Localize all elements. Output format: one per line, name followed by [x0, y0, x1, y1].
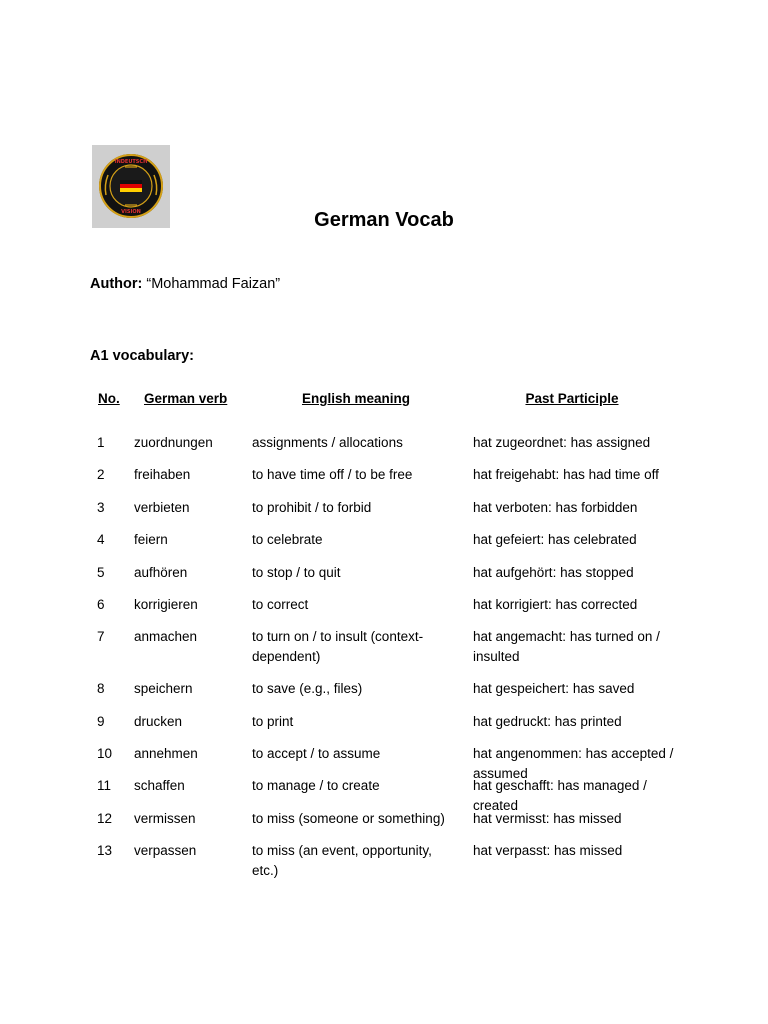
- past-participle: hat vermisst: has missed: [473, 810, 622, 826]
- past-participle: hat angemacht: has turned on / insulted: [473, 629, 660, 664]
- past-participle: hat gedruckt: has printed: [473, 713, 622, 729]
- column-header-no: No.: [98, 391, 120, 406]
- row-number: 7: [97, 629, 105, 645]
- english-meaning: to accept / to assume: [252, 746, 381, 762]
- vocab-table-body: [0, 433, 768, 893]
- german-verb: korrigieren: [134, 596, 198, 612]
- row-number: 12: [97, 810, 113, 826]
- table-row: [0, 744, 768, 781]
- author-line: [90, 275, 280, 293]
- column-header-past-participle: Past Participle: [525, 391, 619, 406]
- english-meaning: to save (e.g., files): [252, 681, 363, 697]
- english-meaning: to prohibit / to forbid: [252, 499, 372, 515]
- german-verb: feiern: [134, 532, 168, 548]
- past-participle: hat verpasst: has missed: [473, 843, 623, 859]
- german-verb: speichern: [134, 681, 193, 697]
- german-verb: zuordnungen: [134, 435, 213, 450]
- emblem-top-text: INDEUTSCH: [114, 159, 148, 165]
- past-participle: hat verboten: has forbidden: [473, 499, 638, 515]
- table-row: [0, 563, 768, 595]
- row-number: 13: [97, 843, 113, 859]
- section-heading: A1 vocabulary:: [90, 348, 194, 364]
- past-participle: hat gespeichert: has saved: [473, 681, 635, 697]
- german-verb: schaffen: [134, 778, 185, 794]
- table-row: [0, 809, 768, 841]
- english-meaning: to print: [252, 713, 294, 729]
- table-row: [0, 712, 768, 744]
- table-row: [0, 679, 768, 711]
- page-title: German Vocab: [314, 209, 454, 231]
- english-meaning: to stop / to quit: [252, 564, 341, 580]
- row-number: 8: [97, 681, 105, 697]
- german-verb: verbieten: [134, 499, 190, 515]
- german-verb: verpassen: [134, 843, 197, 859]
- column-header-german-verb: German verb: [144, 391, 228, 406]
- english-meaning: to correct: [252, 596, 309, 612]
- english-meaning: to manage / to create: [252, 778, 380, 794]
- table-row: [0, 465, 768, 497]
- row-number: 1: [97, 435, 105, 450]
- german-verb: drucken: [134, 713, 183, 729]
- table-row: [0, 841, 768, 893]
- german-verb: freihaben: [134, 467, 191, 483]
- row-number: 11: [97, 778, 112, 794]
- past-participle: hat zugeordnet: has assigned: [473, 435, 651, 450]
- table-row: [0, 776, 768, 813]
- row-number: 6: [97, 596, 105, 612]
- column-header-english-meaning: English meaning: [301, 391, 410, 406]
- row-number: 10: [97, 746, 113, 762]
- past-participle: hat geschafft: has managed / created: [473, 778, 647, 813]
- row-number: 3: [97, 499, 105, 515]
- english-meaning: to celebrate: [252, 532, 323, 548]
- past-participle: hat freigehabt: has had time off: [473, 467, 659, 483]
- german-verb: aufhören: [134, 564, 188, 580]
- past-participle: hat angenommen: has accepted / assumed: [473, 746, 674, 781]
- past-participle: hat gefeiert: has celebrated: [473, 532, 637, 548]
- table-row: [0, 595, 768, 627]
- german-verb: annehmen: [134, 746, 198, 762]
- row-number: 9: [97, 713, 105, 729]
- english-meaning: to turn on / to insult (context-dependent): [252, 629, 424, 664]
- english-meaning: to miss (an event, opportunity, etc.): [252, 843, 432, 878]
- table-row: [0, 433, 768, 465]
- author-name: “Mohammad Faizan”: [146, 276, 281, 292]
- emblem-bottom-text: VISION: [121, 209, 141, 215]
- author-label: Author:: [90, 276, 143, 292]
- english-meaning: assignments / allocations: [252, 435, 403, 450]
- table-row: [0, 530, 768, 562]
- german-verb: anmachen: [134, 629, 198, 645]
- row-number: 4: [97, 532, 105, 548]
- english-meaning: to have time off / to be free: [252, 467, 413, 483]
- past-participle: hat aufgehört: has stopped: [473, 564, 634, 580]
- table-row: [0, 627, 768, 679]
- english-meaning: to miss (someone or something): [252, 810, 445, 826]
- german-verb: vermissen: [134, 810, 196, 826]
- row-number: 5: [97, 564, 105, 580]
- past-participle: hat korrigiert: has corrected: [473, 596, 638, 612]
- row-number: 2: [97, 467, 105, 483]
- table-row: [0, 498, 768, 530]
